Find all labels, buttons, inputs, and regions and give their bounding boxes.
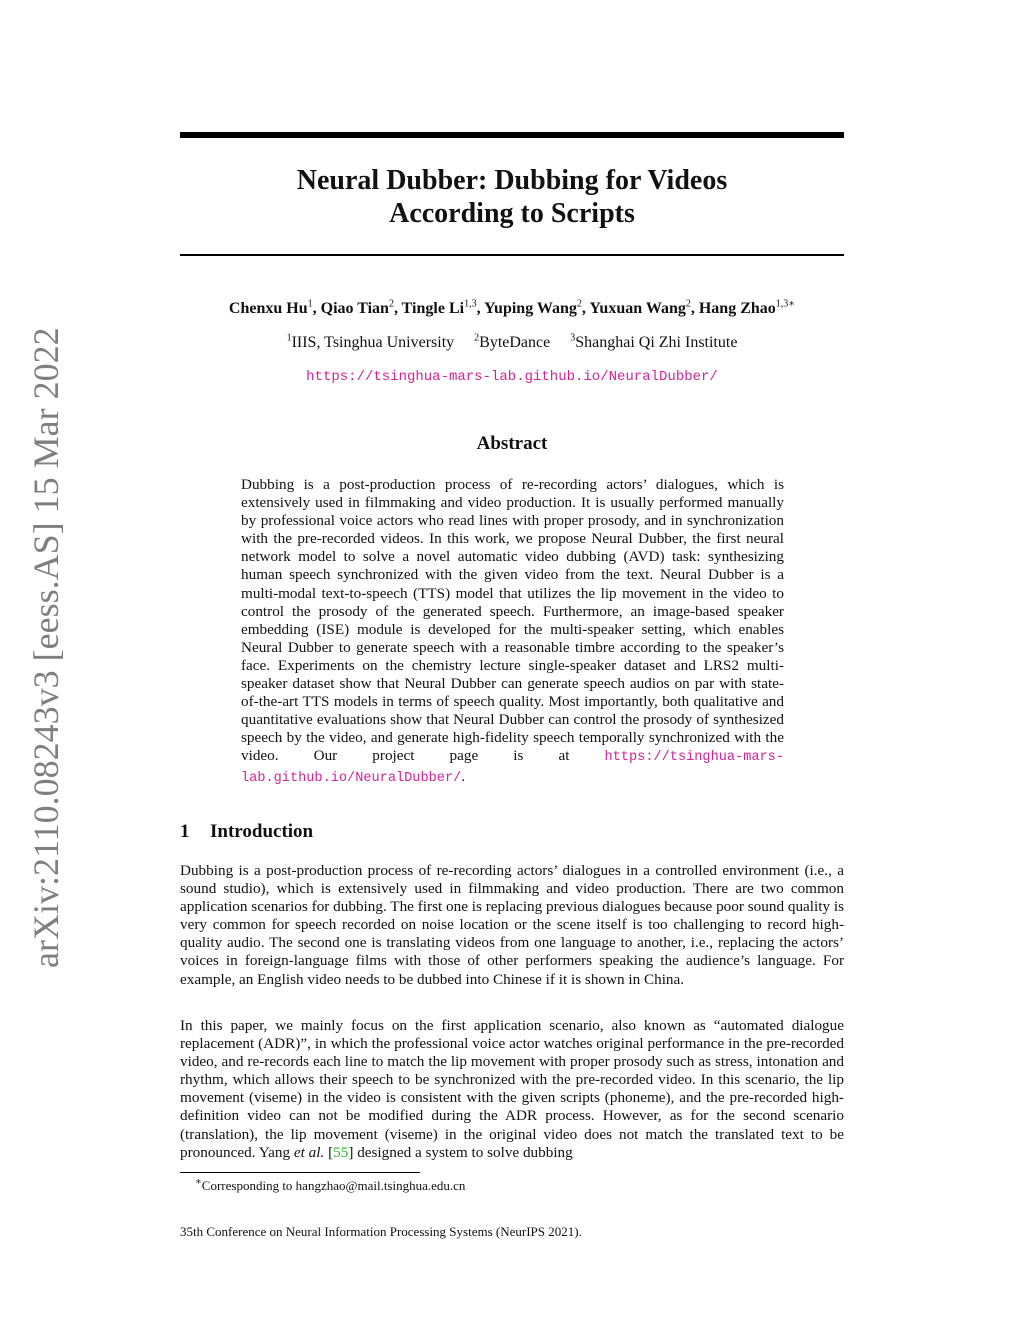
title-line-2: According to Scripts — [389, 198, 635, 229]
author: Tingle Li$^{1,3}$ — [401, 298, 477, 317]
author: Yuping Wang$^2$ — [483, 298, 582, 317]
title-top-rule — [180, 132, 844, 138]
author: Chenxu Hu$^1$ — [228, 298, 313, 317]
footnote: ∗Corresponding to hangzhao@mail.tsinghua.edu.cn — [195, 1176, 466, 1193]
arxiv-stamp: arXiv:2110.08243v3 [eess.AS] 15 Mar 2022 — [26, 327, 66, 968]
affiliation: $^2$ByteDance — [474, 332, 551, 351]
intro-paragraph-1: Dubbing is a post-production process of re-recording actors’ dialogues in a controlled environment (i.e., a sound studio), which is extensively used in filmmaking and video production. There are two common application scenarios for dubbing. The first one is replacing previous dialogues because poor sound quality is very common for speech recorded on noise location or the scene itself is too challenging to record high-quality audio. The second one is translating videos from one language to another, i.e., replacing the actors’ voices in foreign-language films with those of other performers speaking the audience’s language. For example, an English video needs to be dubbed into Chinese if it is shown in China. — [180, 862, 844, 988]
abstract-project-link[interactable]: https://tsinghua-mars-lab.github.io/NeuralDubber/ — [241, 750, 784, 786]
title-line-1: Neural Dubber: Dubbing for Videos — [296, 165, 728, 196]
title-bottom-rule — [180, 254, 844, 256]
abstract-heading: Abstract — [476, 433, 548, 454]
citation-link[interactable]: 55 — [333, 1143, 349, 1161]
footnote-rule — [180, 1172, 420, 1173]
venue-note: 35th Conference on Neural Information Processing Systems (NeurIPS 2021). — [180, 1224, 582, 1239]
author-list: Chenxu Hu$^1$, Qiao Tian$^2$, Tingle Li$^{1,3}$, Yuping Wang$^2$, Yuxuan Wang$^2$, Hang Zhao$^{1,3∗}$ — [228, 298, 796, 317]
author: Qiao Tian$^2$ — [320, 298, 394, 317]
author: Yuxuan Wang$^2$ — [589, 298, 691, 317]
affiliation: $^3$Shanghai Qi Zhi Institute — [570, 332, 738, 351]
abstract-text: Dubbing is a post-production process of re-recording actors’ dialogues, which is extensively used in filmmaking and video production. It is usually performed manually by professional voice actors who read lines with proper prosody, and in synchronization with the pre-recorded videos. In this work, we propose Neural Dubber, the first neural network model to solve a novel automatic video dubbing (AVD) task: synthesizing human speech synchronized with the given video from the text. Neural Dubber is a multi-modal text-to-speech (TTS) model that utilizes the lip movement in the video to control the prosody of the generated speech. Furthermore, an image-based speaker embedding (ISE) module is developed for the multi-speaker setting, which enables Neural Dubber to generate speech with a reasonable timbre according to the speaker’s face. Experiments on the chemistry lecture single-speaker dataset and LRS2 multi-speaker dataset show that Neural Dubber can generate speech audios on par with state-of-the-art TTS models in terms of speech quality. Most importantly, both qualitative and quantitative evaluations show that Neural Dubber can control the prosody of synthesized speech by the video, and generate high-fidelity speech temporally synchronized with the video. Our project page is at https://tsinghua-mars-lab.github.io/NeuralDubber/. — [241, 476, 784, 786]
affiliation: $^1$IIIS, Tsinghua University — [286, 332, 455, 351]
affiliation-list — [180, 332, 844, 354]
paper-title — [180, 164, 844, 230]
project-url-link[interactable]: https://tsinghua-mars-lab.github.io/NeuralDubber/ — [306, 369, 718, 385]
section-heading-introduction: 1 Introduction — [180, 821, 314, 842]
intro-paragraph-2: In this paper, we mainly focus on the first application scenario, also known as “automated dialogue replacement (ADR)”, in which the professional voice actor watches original performance in the pre-recorded video, and re-records each line to match the lip movement with proper prosody such as stress, intonation and rhythm, which allows their speech to be synchronized with the pre-recorded video. In this scenario, the lip movement (viseme) in the video is consistent with the given scripts (phoneme), and the pre-recorded high-definition video can not be modified during the ADR process. However, as for the second scenario (translation), the lip movement (viseme) in the original video does not match the translated text to be pronounced. Yang et al. [55] designed a system to solve dubbing — [180, 1017, 844, 1161]
author: Hang Zhao$^{1,3∗}$ — [698, 298, 796, 317]
